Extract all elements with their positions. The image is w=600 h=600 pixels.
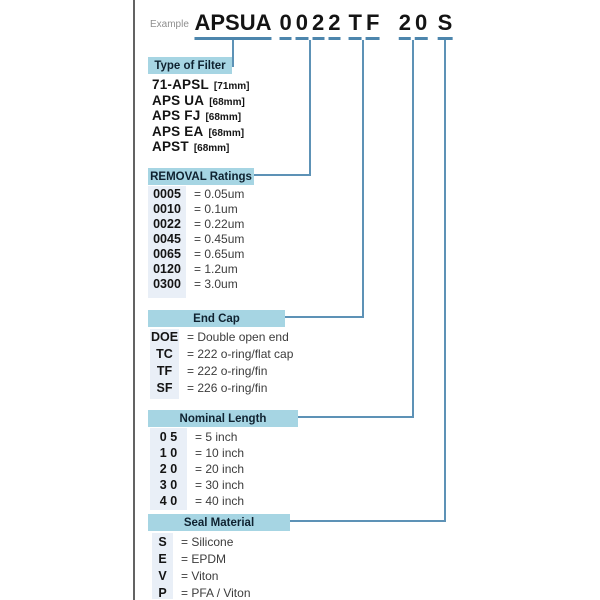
- code-char: U: [239, 10, 256, 35]
- connector-elbow-end-cap: [285, 316, 364, 318]
- rating-code: 0120: [153, 262, 181, 276]
- list-item: [148, 232, 244, 247]
- filter-type-list: [152, 77, 250, 155]
- length-desc: = 40 inch: [195, 494, 245, 508]
- code-char: T: [349, 11, 362, 40]
- end-cap-list: [150, 330, 293, 398]
- seal-desc: = Viton: [181, 569, 219, 583]
- list-item: [150, 462, 244, 478]
- list-item: [150, 381, 293, 398]
- seal-code: S: [158, 535, 167, 549]
- length-code: 3 0: [159, 478, 178, 492]
- length-code: 1 0: [159, 446, 178, 460]
- list-item: [152, 552, 251, 569]
- list-item: [152, 569, 251, 586]
- removal-ratings-list: [148, 187, 244, 292]
- code-char: P: [210, 10, 226, 35]
- section-header-end-cap: End Cap: [148, 310, 285, 327]
- seal-material-list: [152, 535, 251, 600]
- section-header-seal-material: Seal Material: [148, 514, 290, 531]
- code-char: A: [194, 10, 211, 35]
- connector-elbow-removal-rating: [253, 174, 311, 176]
- length-desc: = 30 inch: [195, 478, 245, 492]
- filter-diameter: [71mm]: [213, 81, 250, 92]
- end-cap-code: DOE: [150, 330, 179, 344]
- section-header-removal-ratings: REMOVAL Ratings: [148, 168, 254, 185]
- end-cap-desc: = 222 o-ring/fin: [187, 364, 268, 378]
- example-label: Example: [150, 19, 189, 30]
- filter-code: APS EA: [152, 123, 204, 139]
- rating-code: 0300: [153, 277, 181, 291]
- list-item: [152, 586, 251, 600]
- rating-value: = 0.45um: [194, 232, 245, 246]
- code-char: A: [255, 10, 272, 35]
- filter-code: 71-APSL: [152, 77, 209, 92]
- list-item: [148, 277, 244, 292]
- list-item: [150, 330, 293, 347]
- code-char: F: [366, 11, 379, 40]
- code-char: 2: [399, 11, 411, 40]
- code-part-end-cap: [347, 11, 382, 40]
- seal-code: P: [158, 586, 167, 600]
- code-char: S: [225, 10, 240, 35]
- list-item: [148, 262, 244, 277]
- rating-value: = 0.65um: [194, 247, 245, 261]
- code-char: 0: [415, 11, 427, 40]
- list-item: [148, 202, 244, 217]
- code-char: S: [438, 11, 453, 40]
- code-char: 2: [328, 11, 340, 40]
- connector-elbow-seal-material: [290, 520, 446, 522]
- end-cap-code: SF: [156, 381, 173, 395]
- end-cap-desc: = 226 o-ring/fin: [187, 381, 268, 395]
- seal-code: V: [158, 569, 167, 583]
- length-code: 4 0: [159, 494, 178, 508]
- rating-value: = 3.0um: [194, 277, 238, 291]
- filter-code: APST: [152, 139, 189, 154]
- connector-line-filter-type: [232, 40, 234, 67]
- list-item: [150, 494, 244, 510]
- filter-diameter: [68mm]: [208, 127, 245, 139]
- rating-code: 0010: [153, 202, 181, 216]
- code-char: 0: [296, 11, 308, 40]
- list-item: [150, 347, 293, 364]
- list-item: [152, 77, 250, 93]
- seal-desc: = Silicone: [181, 535, 234, 549]
- section-header-type-of-filter: Type of Filter: [148, 57, 232, 74]
- connector-elbow-nominal-length: [298, 416, 414, 418]
- rating-code: 0022: [153, 217, 181, 231]
- length-desc: = 20 inch: [195, 462, 245, 476]
- code-part-seal-material: [436, 11, 455, 40]
- code-part-nominal-length: [397, 11, 430, 40]
- connector-line-seal-material: [444, 40, 446, 522]
- code-char: 0: [280, 11, 292, 40]
- list-item: [152, 535, 251, 552]
- code-part-filter-type: [194, 11, 271, 40]
- filter-diameter: [68mm]: [209, 96, 245, 108]
- rating-value: = 0.1um: [194, 202, 238, 216]
- list-item: [152, 108, 250, 124]
- filter-code: APS FJ: [152, 108, 201, 123]
- end-cap-desc: = Double open end: [187, 330, 289, 344]
- connector-line-nominal-length: [412, 40, 414, 418]
- list-item: [152, 124, 250, 140]
- list-item: [148, 187, 244, 202]
- rating-code: 0005: [153, 187, 181, 201]
- list-item: [148, 217, 244, 232]
- filter-diameter: [68mm]: [193, 143, 230, 154]
- section-header-nominal-length: Nominal Length: [148, 410, 298, 427]
- list-item: [148, 247, 244, 262]
- rating-code: 0045: [153, 232, 181, 246]
- rating-value: = 0.05um: [194, 187, 245, 201]
- length-code: 0 5: [159, 430, 178, 444]
- end-cap-code: TF: [156, 364, 173, 378]
- list-item: [150, 478, 244, 494]
- list-item: [152, 139, 250, 155]
- list-item: [150, 430, 244, 446]
- end-cap-code: TC: [156, 347, 173, 361]
- list-item: [150, 446, 244, 462]
- connector-line-end-cap: [362, 40, 364, 318]
- list-item: [152, 93, 250, 109]
- length-code: 2 0: [159, 462, 178, 476]
- rating-value: = 1.2um: [194, 262, 238, 276]
- seal-desc: = EPDM: [181, 552, 227, 566]
- nominal-length-list: [150, 430, 244, 510]
- seal-desc: = PFA / Viton: [181, 586, 251, 600]
- rating-code: 0065: [153, 247, 181, 261]
- end-cap-desc: = 222 o-ring/flat cap: [187, 347, 294, 361]
- code-char: 2: [312, 11, 324, 40]
- code-part-removal-rating: [278, 11, 343, 40]
- connector-line-removal-rating: [309, 40, 311, 176]
- filter-code: APS UA: [152, 92, 205, 108]
- left-frame-line: [133, 0, 135, 600]
- rating-value: = 0.22um: [194, 217, 245, 231]
- seal-code: E: [158, 552, 167, 566]
- filter-diameter: [68mm]: [205, 112, 242, 123]
- length-desc: = 5 inch: [195, 430, 238, 444]
- list-item: [150, 364, 293, 381]
- length-desc: = 10 inch: [195, 446, 245, 460]
